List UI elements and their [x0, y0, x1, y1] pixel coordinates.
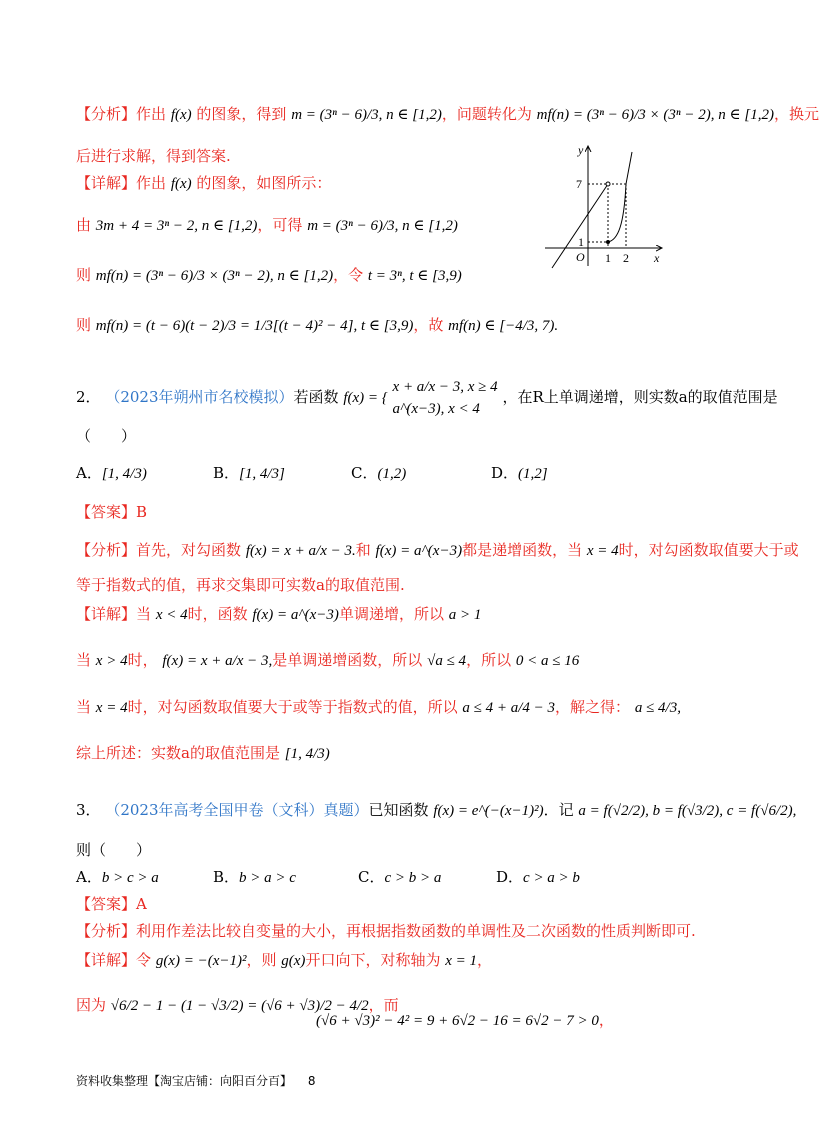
question-source: （2023年朔州市名校模拟） — [105, 388, 294, 406]
q2-option-b — [213, 463, 285, 484]
q2-detail-1 — [76, 604, 481, 625]
math: a = f(√2/2), b = f(√3/2), c = f(√6/2), — [578, 803, 797, 819]
tick-1: 1 — [578, 235, 584, 249]
text: ，可得 — [257, 216, 303, 234]
detail-label: 【详解】 — [76, 951, 137, 969]
tick-x2: 2 — [623, 251, 629, 265]
option-value: (1,2] — [518, 466, 548, 482]
text: ，解之得： — [555, 698, 631, 716]
text: 当 — [76, 698, 92, 716]
text: 综上所述：实数a的取值范围是 — [76, 744, 280, 762]
math: 0 < a ≤ 16 — [515, 653, 580, 669]
footer-text: 资料收集整理【淘宝店铺：向阳百分百】 — [76, 1074, 293, 1088]
math: x < 4 — [155, 607, 188, 623]
tick-7: 7 — [576, 177, 582, 191]
math: t = 3ⁿ, t ∈ [3,9) — [367, 268, 462, 284]
option-label: D． — [496, 868, 524, 886]
q3-stem — [76, 800, 796, 821]
q1-analysis-line2: 后进行求解，得到答案. — [76, 147, 231, 165]
option-label: B． — [213, 868, 240, 886]
text: ， — [477, 951, 493, 969]
math: a > 1 — [448, 607, 482, 623]
text: ，令 — [333, 266, 364, 284]
q1-result-line — [76, 315, 558, 336]
text: ，故 — [413, 316, 444, 334]
option-label: D． — [491, 464, 519, 482]
option-label: B． — [213, 464, 240, 482]
text: 开口向下，对称轴为 — [305, 951, 441, 969]
option-value: [1, 4/3) — [101, 466, 147, 482]
text: 时，对勾函数取值要大于或 — [618, 541, 799, 559]
function-graph — [540, 140, 670, 270]
option-label: C． — [351, 464, 378, 482]
math: m = (3ⁿ − 6)/3, n ∈ [1,2) — [291, 107, 442, 123]
option-label: C． — [358, 868, 385, 886]
detail-label: 【详解】 — [76, 605, 137, 623]
math: √6/2 − 1 − (1 − √3/2) = (√6 + √3)/2 − 4/2 — [110, 998, 369, 1014]
q3-option-a — [76, 867, 159, 888]
answer-value: A — [136, 895, 147, 913]
analysis-label: 【分析】 — [76, 105, 137, 123]
q2-detail-3 — [76, 697, 681, 718]
math: m = (3ⁿ − 6)/3, n ∈ [1,2) — [307, 218, 458, 234]
page-footer — [76, 1072, 315, 1089]
text: 的图象，得到 — [196, 105, 287, 123]
answer-label: 【答案】 — [76, 503, 137, 521]
math: f(x) = x + a/x − 3. — [245, 543, 356, 559]
q3-option-c — [358, 867, 441, 888]
text: 因为 — [76, 996, 107, 1014]
text: 由 — [76, 216, 92, 234]
page-number: 8 — [307, 1074, 316, 1088]
answer-value: B — [136, 503, 148, 521]
math: f(x) = a^(x−3) — [375, 543, 463, 559]
math: f(x) — [170, 107, 192, 123]
text: 和 — [355, 541, 371, 559]
q2-option-d — [491, 463, 548, 484]
text: ，在R上单调递增，则实数a的取值范围是 — [502, 388, 778, 406]
question-number: 2． — [76, 388, 101, 406]
math: a ≤ 4/3, — [634, 700, 681, 716]
math: mf(n) = (3ⁿ − 6)/3 × (3ⁿ − 2), n ∈ [1,2) — [95, 268, 334, 284]
q1-detail-line — [76, 173, 331, 194]
text: 当 — [136, 605, 152, 623]
math: mf(n) = (t − 6)(t − 2)/3 = 1/3[(t − 4)² − 4], t ∈ [3,9) — [95, 318, 414, 334]
text: 时，函数 — [187, 605, 248, 623]
text: 利用作差法比较自变量的大小，再根据指数函数的单调性及二次函数的性质判断即可. — [136, 922, 696, 940]
q2-answer — [76, 502, 147, 522]
analysis-label: 【分析】 — [76, 541, 137, 559]
q3-then: 则（ ） — [76, 841, 152, 859]
math: g(x) = −(x−1)² — [155, 953, 247, 969]
exponential-branch — [608, 152, 632, 242]
q2-option-a — [76, 463, 147, 484]
question-source: （2023年高考全国甲卷（文科）真题） — [105, 801, 369, 819]
y-axis-label: y — [578, 143, 584, 157]
option-value: (1,2) — [377, 466, 407, 482]
text: 都是递增函数，当 — [462, 541, 583, 559]
piecewise-cases — [393, 376, 498, 420]
math: f(x) — [170, 176, 192, 192]
text: ，换元 — [773, 105, 819, 123]
option-value: [1, 4/3] — [239, 466, 285, 482]
text: 作出 — [136, 174, 167, 192]
text: 时，对勾函数取值要大于或等于指数式的值，所以 — [127, 698, 458, 716]
x-axis-label: x — [654, 251, 660, 265]
math: mf(n) ∈ [−4/3, 7). — [448, 318, 559, 334]
math: [1, 4/3) — [284, 746, 330, 762]
text: 当 — [76, 651, 92, 669]
origin-label: O — [576, 250, 585, 264]
q2-detail-2 — [76, 650, 579, 671]
detail-label: 【详解】 — [76, 174, 137, 192]
text: ，而 — [368, 996, 399, 1014]
text: 令 — [136, 951, 152, 969]
q2-stem — [76, 376, 778, 420]
text: 时， — [127, 651, 158, 669]
q2-analysis-line2: 等于指数式的值，再求交集即可实数a的取值范围. — [76, 576, 405, 594]
text: ，则 — [246, 951, 277, 969]
text: ， — [598, 1011, 614, 1029]
text: 已知函数 — [368, 801, 429, 819]
q3-detail-1 — [76, 950, 492, 971]
tick-x1: 1 — [605, 251, 611, 265]
q2-conclusion — [76, 743, 330, 764]
q1-from-line — [76, 215, 458, 236]
math: mf(n) = (3ⁿ − 6)/3 × (3ⁿ − 2), n ∈ [1,2) — [536, 107, 774, 123]
text: ，问题转化为 — [441, 105, 532, 123]
math: x > 4 — [95, 653, 128, 669]
text: 的图象，如图所示： — [196, 174, 332, 192]
q1-then-line — [76, 265, 462, 286]
q3-answer — [76, 894, 147, 914]
option-label: A． — [76, 464, 102, 482]
option-value: c > a > b — [523, 870, 580, 886]
solid-point — [606, 240, 610, 244]
q3-option-b — [213, 867, 296, 888]
option-value: c > b > a — [384, 870, 442, 886]
math: x = 4 — [586, 543, 619, 559]
math: f(x) = a^(x−3) — [252, 607, 339, 623]
math: 3m + 4 = 3ⁿ − 2, n ∈ [1,2) — [95, 218, 258, 234]
case-2: a^(x−3), x < 4 — [392, 401, 480, 417]
math: f(x) = { — [343, 390, 388, 406]
text: 若函数 — [293, 388, 339, 406]
math: f(x) = x + a/x − 3, — [162, 653, 273, 669]
q2-option-c — [351, 463, 406, 484]
math: x = 4 — [95, 700, 128, 716]
text: 单调递增，所以 — [338, 605, 444, 623]
option-value: b > a > c — [239, 870, 296, 886]
text: 则 — [76, 316, 92, 334]
open-point — [606, 182, 610, 186]
q2-analysis — [76, 540, 799, 561]
text: 作出 — [136, 105, 167, 123]
q3-analysis — [76, 921, 696, 941]
option-label: A． — [76, 868, 102, 886]
text: 则 — [76, 266, 92, 284]
text: 是单调递增函数，所以 — [272, 651, 423, 669]
q3-detail-2b — [316, 1010, 614, 1031]
math: g(x) — [281, 953, 306, 969]
math: f(x) = e^(−(x−1)²) — [433, 803, 544, 819]
math: √a ≤ 4 — [427, 653, 467, 669]
text: 首先，对勾函数 — [136, 541, 242, 559]
question-number: 3． — [76, 801, 101, 819]
option-value: b > c > a — [101, 870, 159, 886]
text: ．记 — [543, 801, 574, 819]
math: x = 1 — [445, 953, 478, 969]
math: (√6 + √3)² − 4² = 9 + 6√2 − 16 = 6√2 − 7 > 0 — [316, 1013, 599, 1029]
answer-label: 【答案】 — [76, 895, 137, 913]
q1-analysis-line — [76, 104, 819, 125]
q2-paren: （ ） — [76, 427, 137, 445]
case-1: x + a/x − 3, x ≥ 4 — [392, 379, 498, 395]
math: a ≤ 4 + a/4 − 3 — [462, 700, 556, 716]
analysis-label: 【分析】 — [76, 922, 137, 940]
text: ，所以 — [466, 651, 512, 669]
q3-option-d — [496, 867, 580, 888]
